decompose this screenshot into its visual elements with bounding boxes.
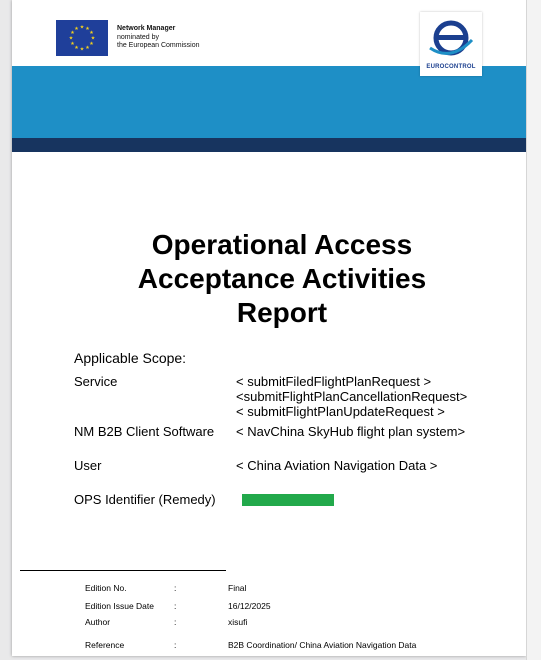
user-value: < China Aviation Navigation Data > [236,458,438,473]
reference-label: Reference [85,640,125,650]
client-software-value: < NavChina SkyHub flight plan system> [236,424,466,439]
svg-text:★: ★ [74,45,79,51]
header-band-teal [12,66,526,138]
eu-flag-logo [56,20,108,56]
service-label: Service [74,374,118,389]
header-band-navy [12,138,526,152]
ops-identifier-label: OPS Identifier (Remedy) [74,492,216,507]
service-value-1: < submitFiledFlightPlanRequest > [236,374,432,389]
svg-text:★: ★ [89,41,94,47]
viewer-scrollbar[interactable] [526,0,541,660]
eu-stars-icon [56,20,108,56]
issue-date-label: Edition Issue Date [85,601,154,611]
issue-date-sep: : [174,601,177,611]
client-software-label: NM B2B Client Software [74,424,215,439]
network-manager-caption [117,25,200,51]
ops-identifier-redaction-bar [242,494,334,506]
svg-text:★: ★ [79,24,85,31]
eurocontrol-logo [420,12,482,76]
svg-text:★: ★ [68,35,74,42]
footer-divider [20,570,226,571]
author-value: xisufi [228,617,248,627]
svg-text:★: ★ [85,26,90,32]
user-label: User [74,458,102,473]
service-value-2: <submitFlightPlanCancellationRequest> [236,389,468,404]
service-value-3: < submitFlightPlanUpdateRequest > [236,404,445,419]
nm-title: Network Manager [117,25,176,32]
svg-text:★: ★ [89,30,94,36]
svg-text:★: ★ [70,41,75,47]
edition-no-value: Final [228,583,247,593]
author-sep: : [174,617,177,627]
reference-sep: : [174,640,177,650]
nm-line2: nominated by [117,33,160,41]
document-title [72,228,492,330]
title-line-3: Report [236,297,328,328]
title-line-1: Operational Access [151,229,413,260]
edition-no-label: Edition No. [85,583,127,593]
author-label: Author [85,617,111,627]
edition-no-sep: : [174,583,177,593]
svg-text:★: ★ [70,30,75,36]
svg-text:★: ★ [74,26,79,32]
svg-text:★: ★ [90,35,96,42]
service-values [236,374,467,419]
scope-heading: Applicable Scope: [74,350,187,366]
svg-text:★: ★ [79,46,85,53]
document-page [12,0,526,656]
title-line-2: Acceptance Activities [137,263,427,294]
svg-text:★: ★ [85,45,90,51]
issue-date-value: 16/12/2025 [228,601,271,611]
reference-value: B2B Coordination/ China Aviation Navigation Data [228,640,417,650]
nm-line3: the European Commission [117,42,200,49]
eurocontrol-wordmark: EUROCONTROL [426,64,476,70]
eurocontrol-emblem-icon [428,18,474,62]
